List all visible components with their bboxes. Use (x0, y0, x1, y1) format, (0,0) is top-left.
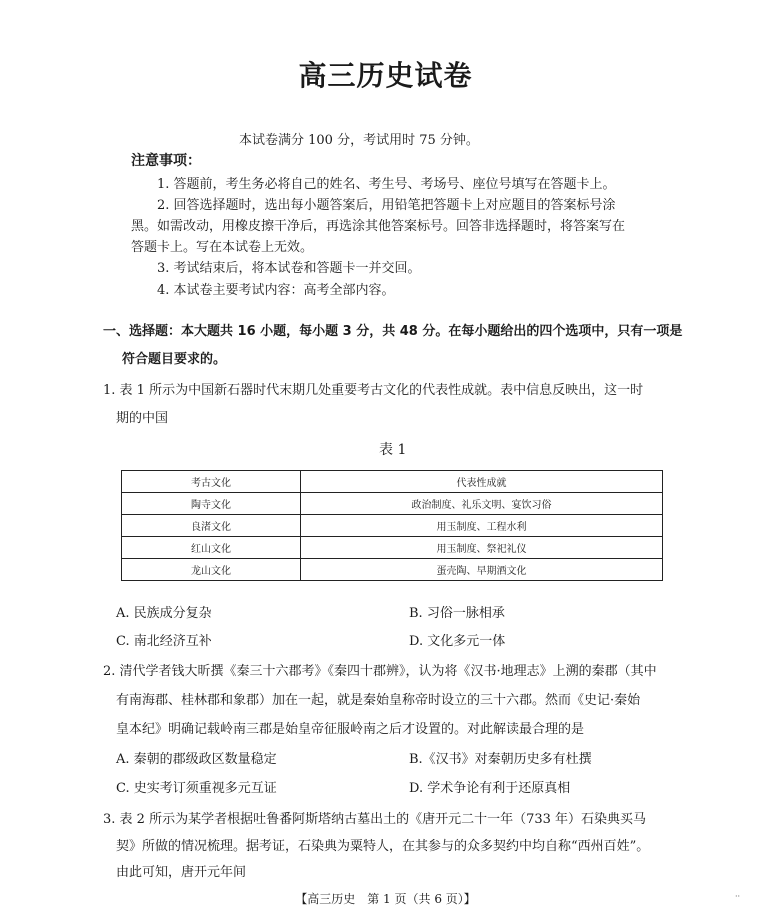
section-1-heading-line-2: 符合题目要求的。 (122, 352, 227, 367)
exam-intro: 本试卷满分 100 分，考试用时 75 分钟。 (239, 133, 479, 148)
table-row (122, 493, 663, 515)
table-cell: 红山文化 (122, 537, 301, 559)
q3-stem-line-1: 3. 表 2 所示为某学者根据吐鲁番阿斯塔纳古墓出土的《唐开元二十一年（733 年）石染典买马 (103, 812, 647, 827)
q1-stem-line-1: 1. 表 1 所示为中国新石器时代末期几处重要考古文化的代表性成就。表中信息反映出，这一时 (103, 383, 644, 398)
note-item-3: 3. 考试结束后，将本试卷和答题卡一并交回。 (157, 261, 421, 276)
table-cell: 蛋壳陶、早期酒文化 (301, 559, 663, 581)
table-cell: 龙山文化 (122, 559, 301, 581)
note-item-2-line-3: 答题卡上。写在本试卷上无效。 (131, 240, 314, 255)
q2-option-a: A. 秦朝的郡级政区数量稳定 (116, 752, 277, 767)
table-row (122, 559, 663, 581)
table-cell: 良渚文化 (122, 515, 301, 537)
table-cell: 用玉制度、祭祀礼仪 (301, 537, 663, 559)
table-cell: 政治制度、礼乐文明、宴饮习俗 (301, 493, 663, 515)
table-row (122, 537, 663, 559)
note-item-1: 1. 答题前，考生务必将自己的姓名、考生号、考场号、座位号填写在答题卡上。 (157, 177, 616, 192)
table-cell: 陶寺文化 (122, 493, 301, 515)
note-item-2-line-2: 黑。如需改动，用橡皮擦干净后，再选涂其他答案标号。回答非选择题时，将答案写在 (131, 219, 626, 234)
table-header-row (122, 471, 663, 493)
note-item-2-line-1: 2. 回答选择题时，选出每小题答案后，用铅笔把答题卡上对应题目的答案标号涂 (157, 198, 616, 213)
section-1-heading-line-1: 一、选择题：本大题共 16 小题，每小题 3 分，共 48 分。在每小题给出的四个选项中，只有一项是 (103, 324, 683, 339)
q2-stem-line-1: 2. 清代学者钱大昕撰《秦三十六郡考》《秦四十郡辨》，认为将《汉书·地理志》上溯的秦郡（其中 (103, 664, 657, 679)
q1-option-a: A. 民族成分复杂 (116, 606, 212, 621)
table-row (122, 515, 663, 537)
q1-option-d: D. 文化多元一体 (409, 634, 506, 649)
table-1-caption: 表 1 (379, 442, 407, 458)
q1-option-c: C. 南北经济互补 (116, 634, 212, 649)
page-title: 高三历史试卷 (298, 59, 473, 92)
page-footer: 【高三历史 第 1 页（共 6 页）】 (295, 892, 476, 906)
q1-option-b: B. 习俗一脉相承 (409, 606, 505, 621)
table-cell: 用玉制度、工程水利 (301, 515, 663, 537)
table-header-cell: 代表性成就 (301, 471, 663, 493)
q2-option-b: B.《汉书》对秦朝历史多有杜撰 (409, 752, 592, 767)
corner-mark: ·· (735, 892, 741, 901)
q1-stem-line-2: 期的中国 (116, 411, 169, 426)
q3-stem-line-2: 契》所做的情况梳理。据考证，石染典为粟特人，在其参与的众多契约中均自称“西州百姓”。 (116, 839, 650, 854)
q2-stem-line-2: 有南海郡、桂林郡和象郡）加在一起，就是秦始皇称帝时设立的三十六郡。然而《史记·秦始 (116, 693, 641, 708)
table-header-cell: 考古文化 (122, 471, 301, 493)
q2-option-d: D. 学术争论有利于还原真相 (409, 781, 571, 796)
q3-stem-line-3: 由此可知，唐开元年间 (116, 865, 247, 880)
q2-stem-line-3: 皇本纪》明确记载岭南三郡是始皇帝征服岭南之后才设置的。对此解读最合理的是 (116, 722, 585, 737)
note-item-4: 4. 本试卷主要考试内容：高考全部内容。 (157, 283, 395, 298)
table-1 (121, 470, 663, 581)
notes-heading: 注意事项： (131, 153, 201, 169)
q2-option-c: C. 史实考订须重视多元互证 (116, 781, 277, 796)
